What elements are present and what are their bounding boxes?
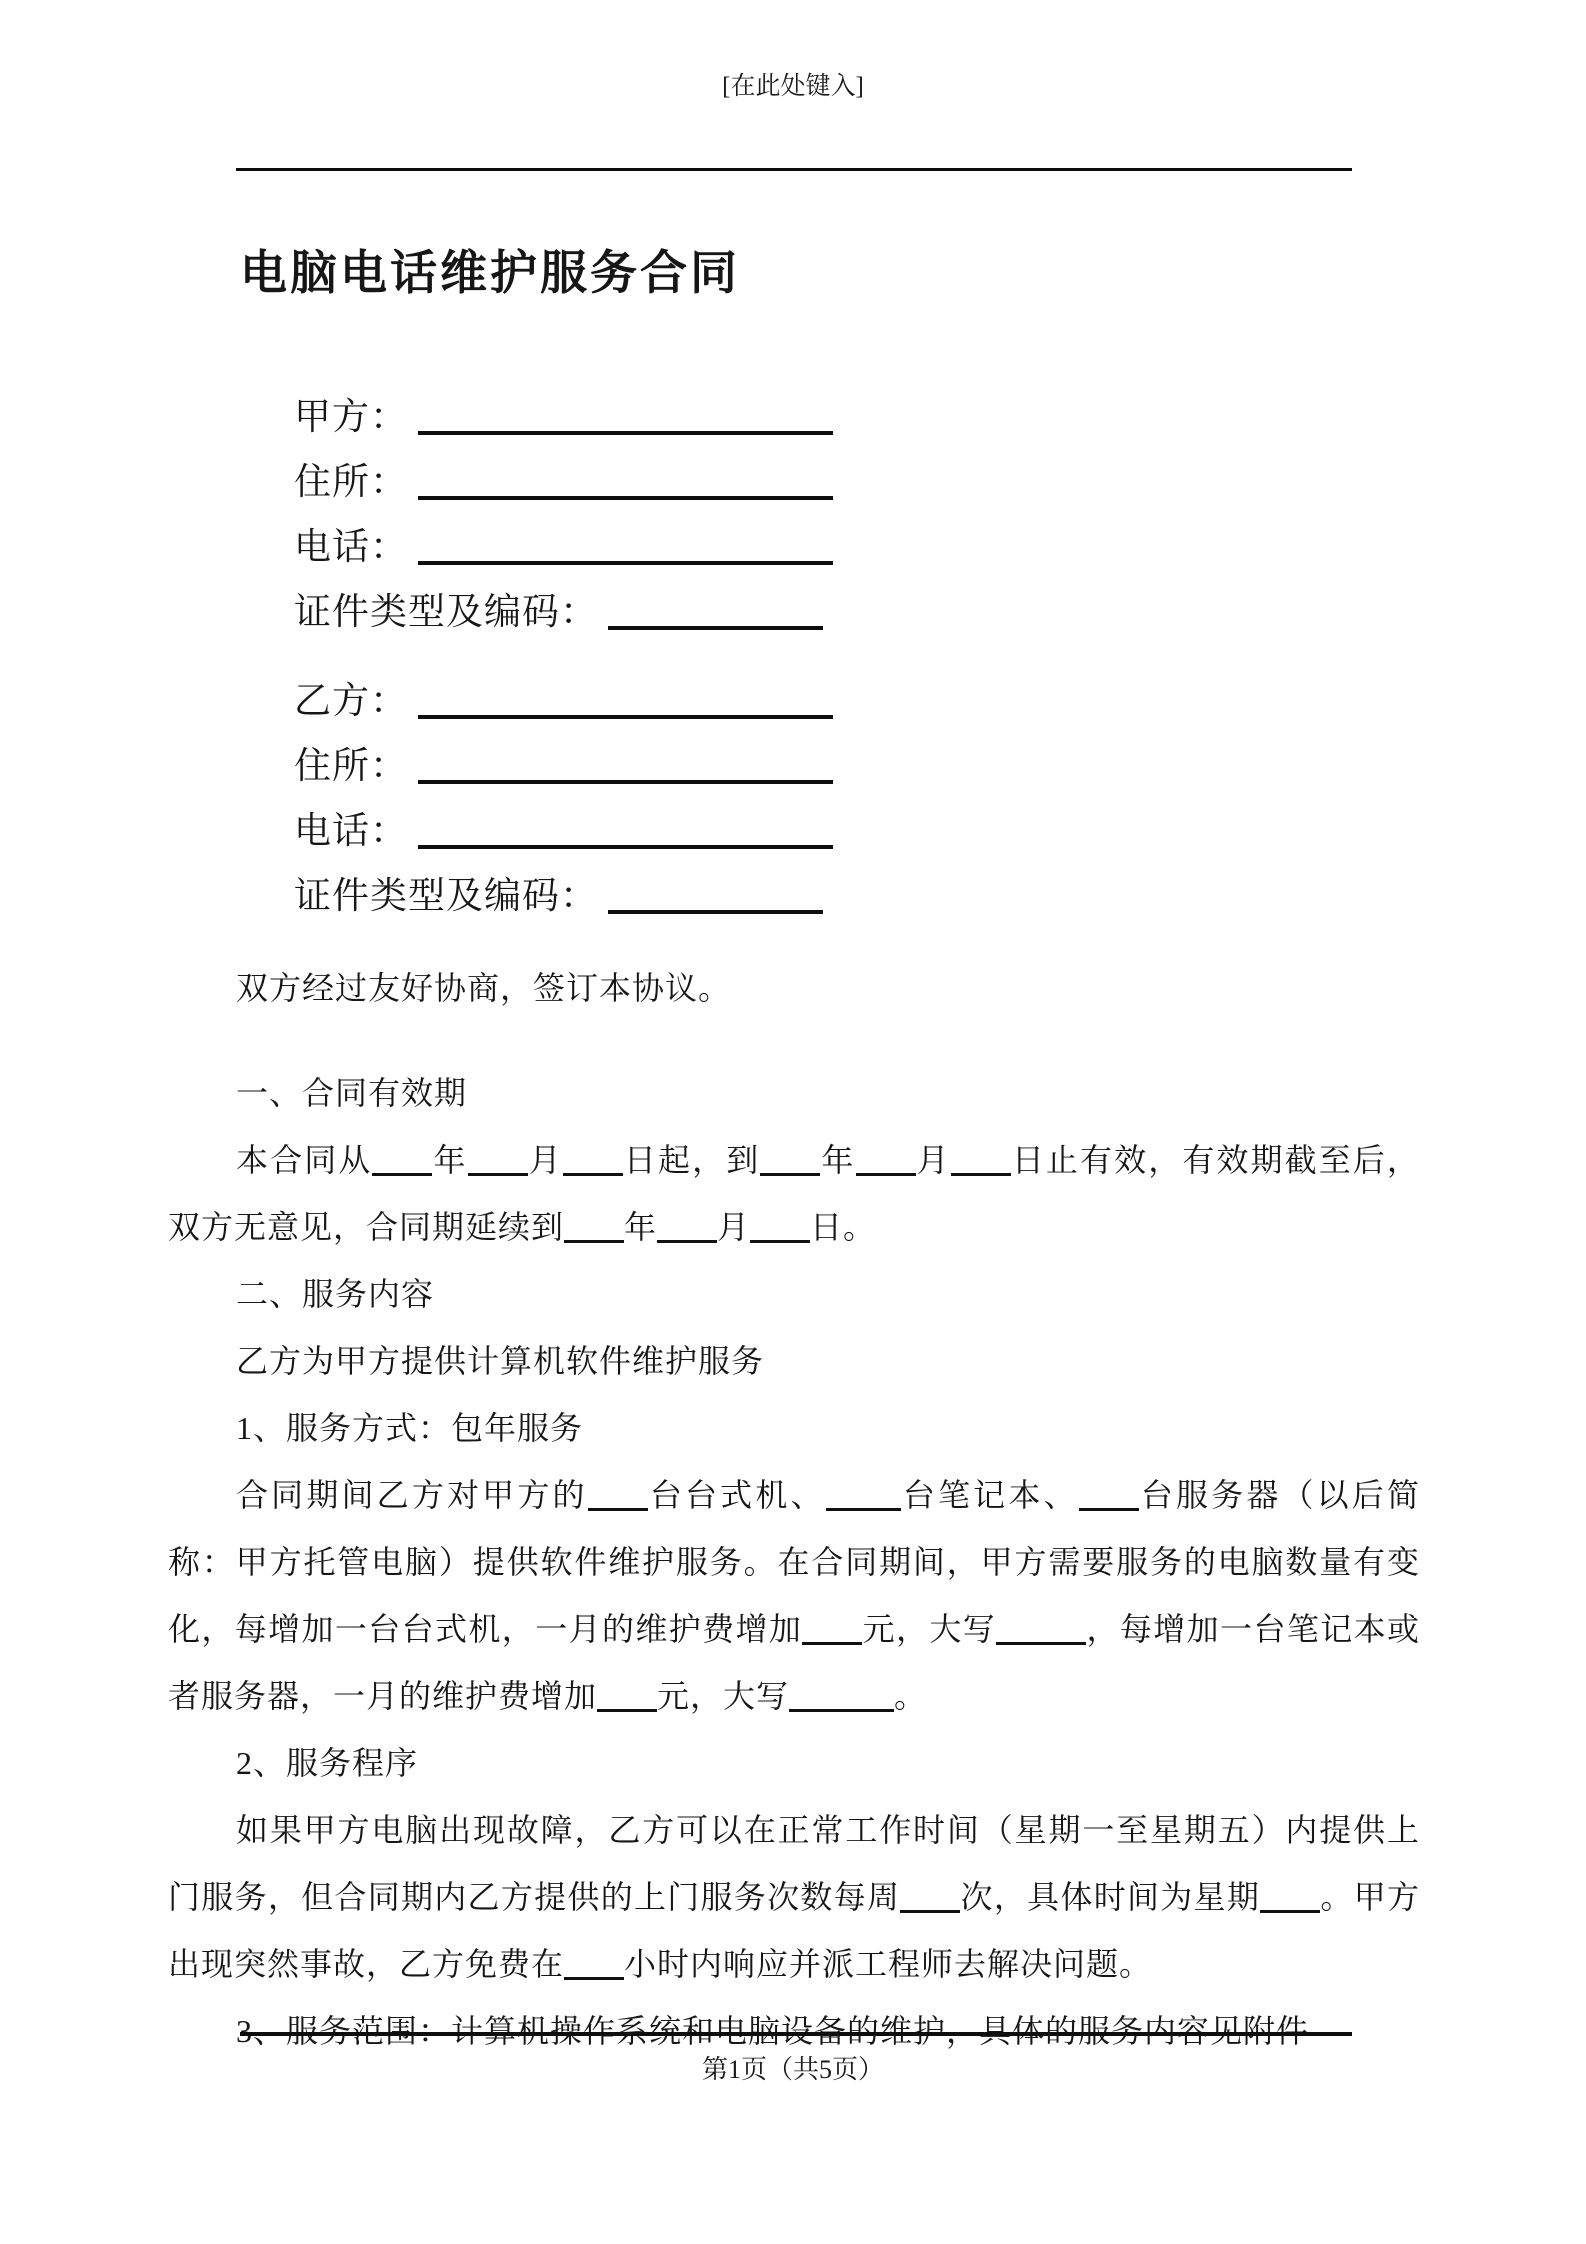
fill-in-blank bbox=[1260, 1907, 1320, 1913]
party-b-id-label: 证件类型及编码： bbox=[294, 876, 598, 917]
contract-text bbox=[168, 955, 1420, 2065]
party-b-phone-row bbox=[294, 799, 1420, 864]
party-b-id-blank bbox=[608, 906, 823, 914]
fill-in-blank bbox=[563, 1170, 623, 1176]
party-a-id-label: 证件类型及编码： bbox=[294, 592, 598, 633]
party-a-phone-label: 电话： bbox=[294, 527, 408, 568]
party-b-address-row bbox=[294, 734, 1420, 799]
fill-in-blank bbox=[760, 1170, 820, 1176]
party-a-address-blank bbox=[418, 492, 833, 500]
service-scope-item: 3、服务范围：计算机操作系统和电脑设备的维护，具体的服务内容见附件 bbox=[236, 2013, 1310, 2049]
party-a-block bbox=[168, 385, 1420, 645]
fill-in-blank bbox=[588, 1505, 648, 1511]
party-a-id-row bbox=[294, 580, 1420, 645]
document-title: 电脑电话维护服务合同 bbox=[240, 248, 740, 300]
fill-in-blank bbox=[1079, 1505, 1139, 1511]
party-a-name-label: 甲方： bbox=[294, 397, 408, 438]
fill-in-blank bbox=[597, 1706, 657, 1712]
party-b-id-row bbox=[294, 864, 1420, 929]
party-b-address-blank bbox=[418, 776, 833, 784]
fill-in-blank bbox=[789, 1706, 894, 1712]
party-b-address-label: 住所： bbox=[294, 746, 408, 787]
party-a-address-row bbox=[294, 450, 1420, 515]
fill-in-blank bbox=[750, 1237, 810, 1243]
section-1-heading: 一、合同有效期 bbox=[236, 1075, 468, 1111]
document-body bbox=[0, 245, 1586, 2065]
party-a-name-row bbox=[294, 385, 1420, 450]
header-placeholder: [在此处键入] bbox=[722, 73, 864, 100]
intro-paragraph: 双方经过友好协商，签订本协议。 bbox=[236, 970, 732, 1006]
fill-in-blank bbox=[372, 1170, 432, 1176]
fill-in-blank bbox=[657, 1237, 717, 1243]
fill-in-blank bbox=[564, 1974, 624, 1980]
party-a-phone-row bbox=[294, 515, 1420, 580]
party-a-name-blank bbox=[418, 427, 833, 435]
party-b-name-row bbox=[294, 669, 1420, 734]
section-2-heading: 二、服务内容 bbox=[236, 1276, 435, 1312]
contract-validity-paragraph: 本合同从 年 月 日起，到 年 月 日止有效，有效期截至后，双方无意见，合同期延续到 年 月 日。 bbox=[168, 1142, 1420, 1245]
party-b-name-blank bbox=[418, 711, 833, 719]
party-b-block bbox=[168, 669, 1420, 929]
fill-in-blank bbox=[802, 1639, 862, 1645]
service-content-line: 乙方为甲方提供计算机软件维护服务 bbox=[236, 1343, 765, 1379]
party-b-name-label: 乙方： bbox=[294, 681, 408, 722]
party-b-phone-blank bbox=[418, 841, 833, 849]
fill-in-blank bbox=[996, 1639, 1086, 1645]
fill-in-blank bbox=[951, 1170, 1011, 1176]
party-a-address-label: 住所： bbox=[294, 462, 408, 503]
service-procedure-paragraph: 如果甲方电脑出现故障，乙方可以在正常工作时间（星期一至星期五）内提供上门服务，但合同期内乙方提供的上门服务次数每周 次，具体时间为星期 。甲方出现突然事故，乙方免费在 小时内响应并派工程师去解决问题。 bbox=[168, 1812, 1420, 1982]
fill-in-blank bbox=[564, 1237, 624, 1243]
fill-in-blank bbox=[468, 1170, 528, 1176]
service-procedure-item: 2、服务程序 bbox=[236, 1745, 419, 1781]
footer-rule bbox=[240, 2032, 1352, 2036]
fill-in-blank bbox=[856, 1170, 916, 1176]
header-rule bbox=[236, 168, 1352, 171]
fill-in-blank bbox=[900, 1907, 960, 1913]
service-mode-paragraph: 合同期间乙方对甲方的 台台式机、 台笔记本、 台服务器（以后简称：甲方托管电脑）提供软件维护服务。在合同期间，甲方需要服务的电脑数量有变化，每增加一台台式机，一月的维护费增加 元，大写 ，每增加一台笔记本或者服务器，一月的维护费增加 元，大写 。 bbox=[168, 1477, 1420, 1714]
party-a-id-blank bbox=[608, 622, 823, 630]
party-b-phone-label: 电话： bbox=[294, 811, 408, 852]
page-number: 第1页（共5页） bbox=[701, 2055, 884, 2084]
fill-in-blank bbox=[826, 1505, 901, 1511]
party-a-phone-blank bbox=[418, 557, 833, 565]
service-mode-item: 1、服务方式：包年服务 bbox=[236, 1410, 584, 1446]
